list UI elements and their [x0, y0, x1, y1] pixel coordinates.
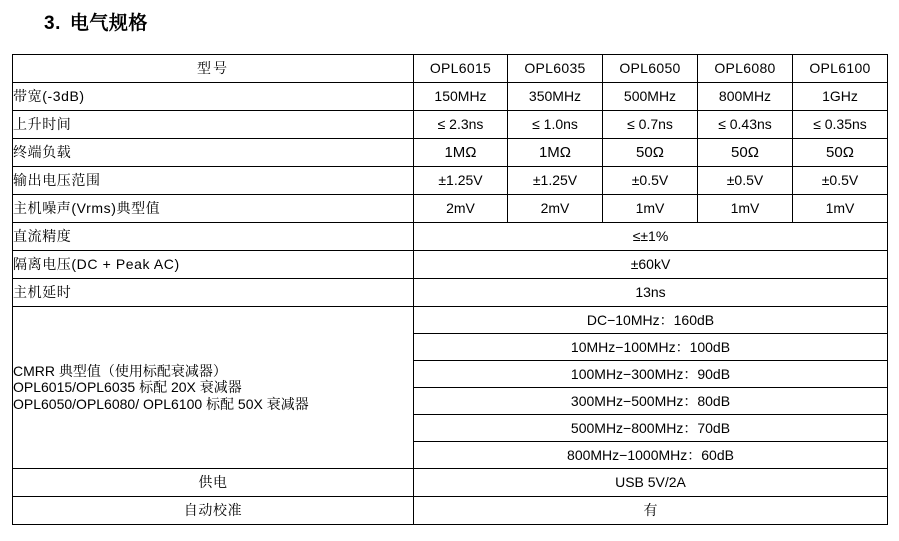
table-row	[13, 223, 888, 251]
row-label-rise-time: 上升时间	[13, 111, 414, 139]
cell-output-voltage-opl6100: ±0.5V	[793, 167, 888, 195]
row-label-bandwidth: 带宽(-3dB)	[13, 83, 414, 111]
cell-termination-opl6035: 1MΩ	[508, 139, 603, 167]
header-model-opl6050: OPL6050	[603, 55, 698, 83]
cmrr-label-line1: CMRR 典型值（使用标配衰减器）	[13, 363, 227, 380]
cell-noise-opl6080: 1mV	[698, 195, 793, 223]
header-model-opl6015: OPL6015	[414, 55, 508, 83]
header-model-opl6080: OPL6080	[698, 55, 793, 83]
cell-host-delay-value: 13ns	[414, 279, 888, 307]
cell-noise-opl6050: 1mV	[603, 195, 698, 223]
cell-cmrr-100-300mhz: 100MHz−300MHz：90dB	[414, 361, 888, 388]
cell-output-voltage-opl6050: ±0.5V	[603, 167, 698, 195]
cell-auto-calibration-value: 有	[414, 497, 888, 525]
cell-termination-opl6080: 50Ω	[698, 139, 793, 167]
row-label-noise: 主机噪声(Vrms)典型值	[13, 195, 414, 223]
section-title: 电气规格	[69, 13, 148, 34]
cell-termination-opl6100: 50Ω	[793, 139, 888, 167]
cell-bandwidth-opl6035: 350MHz	[508, 83, 603, 111]
table-row	[13, 497, 888, 525]
cell-cmrr-500-800mhz: 500MHz−800MHz：70dB	[414, 415, 888, 442]
header-model-opl6100: OPL6100	[793, 55, 888, 83]
row-label-auto-calibration: 自动校准	[13, 497, 414, 525]
cell-noise-opl6100: 1mV	[793, 195, 888, 223]
row-label-host-delay: 主机延时	[13, 279, 414, 307]
row-label-output-voltage-range: 输出电压范围	[13, 167, 414, 195]
cell-cmrr-300-500mhz: 300MHz−500MHz：80dB	[414, 388, 888, 415]
cell-power-supply-value: USB 5V/2A	[414, 469, 888, 497]
header-model-opl6035: OPL6035	[508, 55, 603, 83]
cell-termination-opl6050: 50Ω	[603, 139, 698, 167]
cell-cmrr-800-1000mhz: 800MHz−1000MHz：60dB	[414, 442, 888, 469]
cell-rise-time-opl6050: ≤ 0.7ns	[603, 111, 698, 139]
table-row	[13, 195, 888, 223]
cmrr-label-line3: OPL6050/OPL6080/ OPL6100 标配 50X 衰减器	[13, 395, 309, 412]
cell-noise-opl6035: 2mV	[508, 195, 603, 223]
cell-output-voltage-opl6080: ±0.5V	[698, 167, 793, 195]
row-label-termination: 终端负载	[13, 139, 414, 167]
cell-bandwidth-opl6100: 1GHz	[793, 83, 888, 111]
cell-dc-accuracy-value: ≤±1%	[414, 223, 888, 251]
table-header-row	[13, 55, 888, 83]
table-row	[13, 139, 888, 167]
cell-rise-time-opl6100: ≤ 0.35ns	[793, 111, 888, 139]
cmrr-label-line2: OPL6015/OPL6035 标配 20X 衰减器	[13, 379, 242, 396]
table-row-cmrr	[13, 307, 888, 334]
electrical-spec-table	[12, 54, 888, 525]
table-row	[13, 469, 888, 497]
cell-bandwidth-opl6080: 800MHz	[698, 83, 793, 111]
table-row	[13, 279, 888, 307]
table-row	[13, 111, 888, 139]
header-model-label: 型号	[13, 55, 414, 83]
cell-bandwidth-opl6050: 500MHz	[603, 83, 698, 111]
section-heading	[44, 8, 148, 35]
cell-rise-time-opl6035: ≤ 1.0ns	[508, 111, 603, 139]
cell-bandwidth-opl6015: 150MHz	[414, 83, 508, 111]
table-row	[13, 167, 888, 195]
cell-output-voltage-opl6015: ±1.25V	[414, 167, 508, 195]
row-label-isolation-voltage: 隔离电压(DC + Peak AC)	[13, 251, 414, 279]
table-row	[13, 251, 888, 279]
cell-cmrr-dc-10mhz: DC−10MHz：160dB	[414, 307, 888, 334]
row-label-power-supply: 供电	[13, 469, 414, 497]
cell-rise-time-opl6080: ≤ 0.43ns	[698, 111, 793, 139]
cell-noise-opl6015: 2mV	[414, 195, 508, 223]
section-number: 3.	[44, 13, 61, 34]
row-label-dc-accuracy: 直流精度	[13, 223, 414, 251]
cell-termination-opl6015: 1MΩ	[414, 139, 508, 167]
cell-rise-time-opl6015: ≤ 2.3ns	[414, 111, 508, 139]
cell-output-voltage-opl6035: ±1.25V	[508, 167, 603, 195]
row-label-cmrr	[13, 307, 414, 469]
cell-cmrr-10-100mhz: 10MHz−100MHz：100dB	[414, 334, 888, 361]
cell-isolation-voltage-value: ±60kV	[414, 251, 888, 279]
table-row	[13, 83, 888, 111]
